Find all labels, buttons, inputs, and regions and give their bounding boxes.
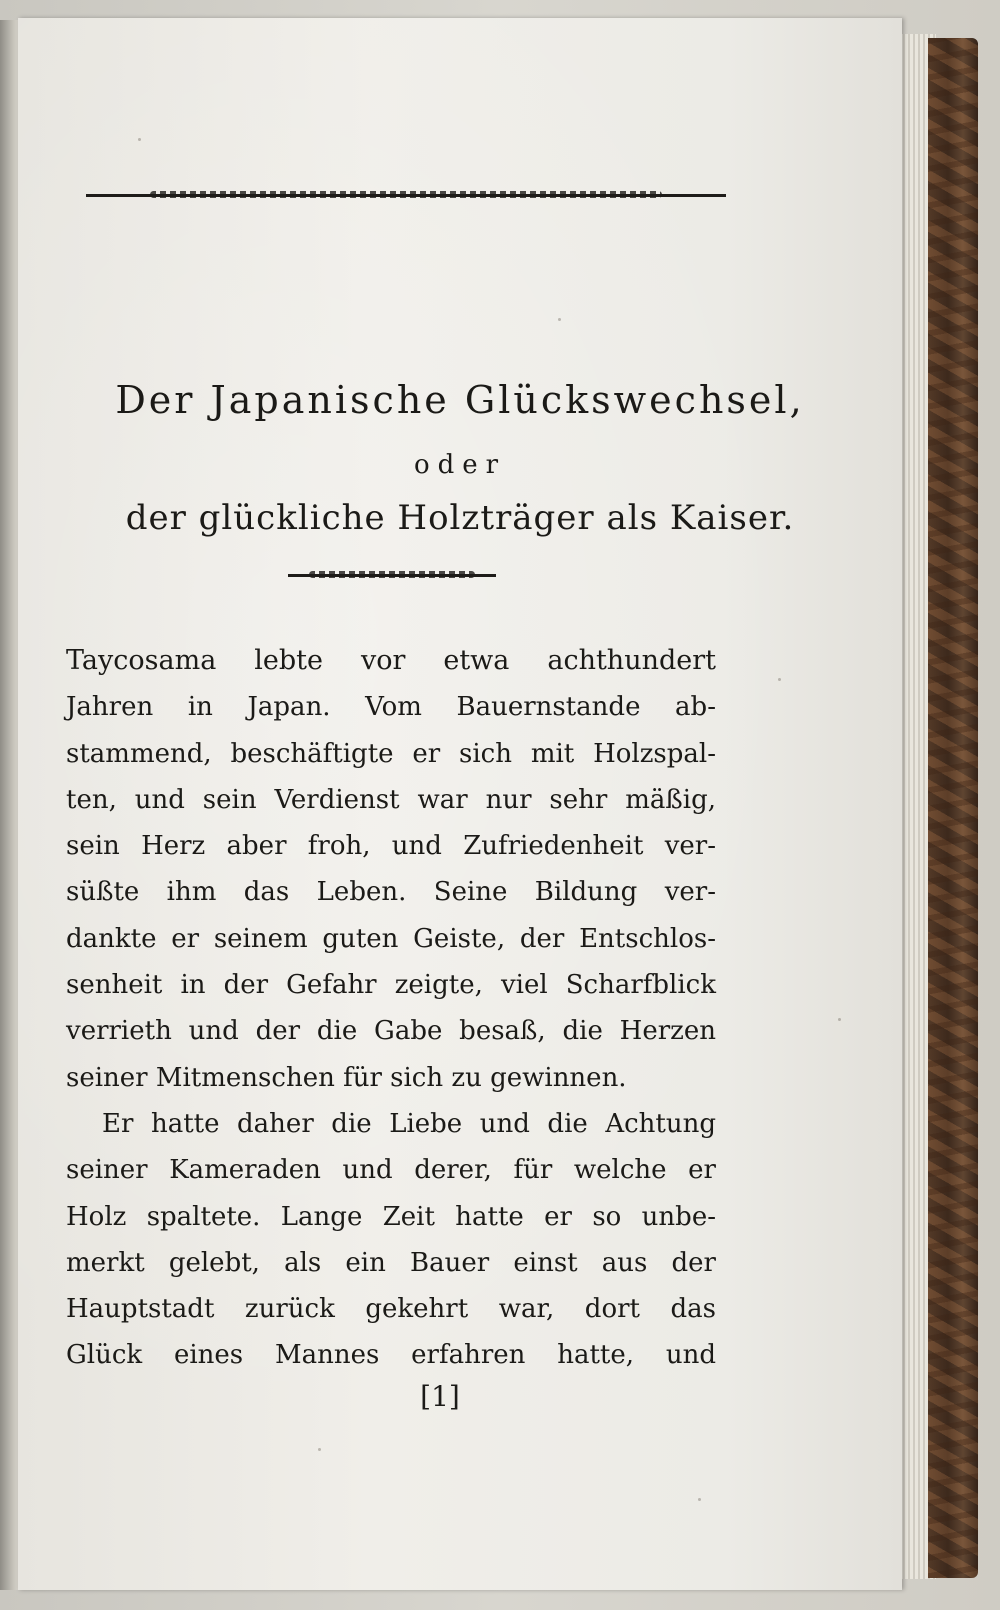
text-line: süßte ihm das Leben. Seine Bildung ver- [66,877,716,908]
book-cover [928,38,978,1578]
text-line: senheit in der Gefahr zeigte, viel Scharfblick [66,970,716,1001]
paper-speck [318,1448,321,1451]
text-line: Glück eines Mannes erfahren hatte, und [66,1340,716,1371]
text-line: Jahren in Japan. Vom Bauernstande ab- [66,692,716,723]
chapter-subtitle: der glückliche Holzträger als Kaiser. [125,498,795,538]
text-line: Hauptstadt zurück gekehrt war, dort das [66,1294,716,1325]
body-text [66,638,716,1379]
text-line: seiner Mitmenschen für sich zu gewinnen. [66,1062,627,1093]
paper-speck [558,318,561,321]
text-line: ten, und sein Verdienst war nur sehr mäßig, [66,784,716,815]
text-line: stammend, beschäftigte er sich mit Holzspal- [66,738,716,769]
chapter-title: Der Japanische Glückswechsel, [115,378,805,422]
paper-speck [698,1498,701,1501]
text-line: Er hatte daher die Liebe und die Achtung [102,1108,716,1139]
text-line: Holz spaltete. Lange Zeit hatte er so unbe- [66,1201,716,1232]
paper-speck [838,1018,841,1021]
paper-speck [778,678,781,681]
text-line: sein Herz aber froh, und Zufriedenheit ver- [66,831,716,862]
book-page [18,18,902,1590]
paper-speck [138,138,141,141]
ornamental-rule-top [86,194,726,197]
text-line: seiner Kameraden und derer, für welche er [66,1155,716,1186]
page-number: [1] [420,1380,460,1413]
chapter-title-connector: oder [413,450,507,480]
text-line: merkt gelebt, als ein Bauer einst aus der [66,1247,716,1278]
text-line: dankte er seinem guten Geiste, der Entschlos- [66,923,716,954]
text-line: verrieth und der die Gabe besaß, die Herzen [66,1016,716,1047]
text-line: Taycosama lebte vor etwa achthundert [66,645,716,676]
ornamental-rule-middle [288,574,496,577]
